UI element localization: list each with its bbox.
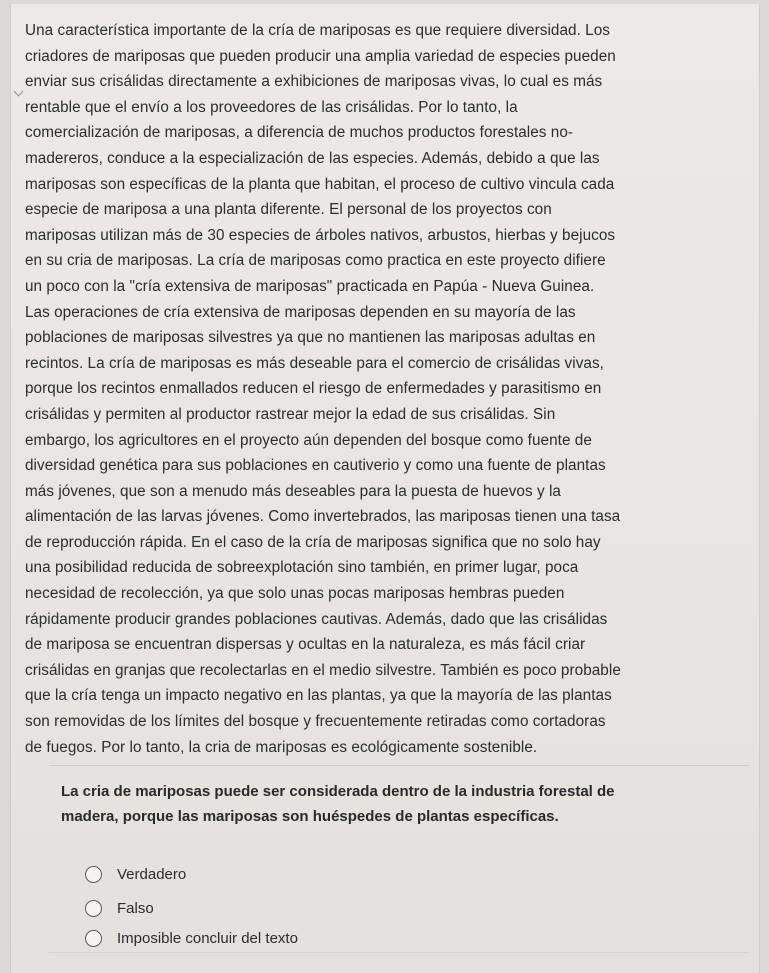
passage-line: de reproducción rápida. En el caso de la cría de mariposas significa que no solo hay (25, 533, 601, 551)
passage-line: Las operaciones de cría extensiva de mariposas dependen en su mayoría de las (25, 303, 576, 321)
radio-button[interactable] (85, 866, 102, 883)
passage-line: rápidamente producir grandes poblaciones cautivas. Además, dado que las crisálidas (25, 610, 608, 628)
passage-line: son removidas de los límites del bosque y frecuentemente retiradas como cortadoras (25, 713, 606, 731)
passage-line: crisálidas en granjas que recolectarlas en el medio silvestre. También es poco probable (25, 661, 621, 679)
passage-line: criadores de mariposas que pueden producir una amplia variedad de especies pueden (25, 47, 616, 65)
reading-passage (25, 18, 747, 760)
passage-line: más jóvenes, que son a menudo más deseables para la puesta de huevos y la (25, 482, 561, 500)
passage-line: una posibilidad reducida de sobreexplotación sino también, en primer lugar, poca (25, 559, 579, 577)
radio-button[interactable] (85, 900, 102, 917)
passage-line: Una característica importante de la cría de mariposas es que requiere diversidad. Los (25, 22, 610, 39)
passage-line: poblaciones de mariposas silvestres ya que no mantienen las mariposas adultas en (25, 329, 596, 347)
option-imposible-concluir[interactable] (85, 930, 298, 947)
bottom-divider (49, 952, 749, 953)
question-line: La cria de mariposas puede ser considerada dentro de la industria forestal de (61, 783, 615, 800)
question-prompt (61, 779, 741, 829)
passage-line: rentable que el envío a los proveedores de las crisálidas. Por lo tanto, la (25, 98, 518, 116)
passage-line: alimentación de las larvas jóvenes. Como invertebrados, las mariposas tienen una tasa (25, 508, 621, 526)
passage-line: mariposas son específicas de la planta que habitan, el proceso de cultivo vincula cada (25, 175, 615, 193)
option-label: Imposible concluir del texto (117, 930, 298, 947)
passage-line: de fuegos. Por lo tanto, la cria de mariposas es ecológicamente sostenible. (25, 738, 538, 756)
passage-line: enviar sus crisálidas directamente a exhibiciones de mariposas vivas, lo cual es más (25, 73, 603, 91)
document-page (10, 4, 760, 973)
passage-line: porque los recintos enmallados reducen el riesgo de enfermedades y parasitismo en (25, 380, 602, 398)
passage-line: que la cría tenga un impacto negativo en las plantas, ya que la mayoría de las plantas (25, 687, 612, 705)
radio-button[interactable] (85, 930, 102, 947)
question-line: madera, porque las mariposas son huéspedes de plantas específicas. (61, 808, 559, 825)
passage-line: embargo, los agricultores en el proyecto aún dependen del bosque como fuente de (25, 431, 592, 449)
passage-line: en su cria de mariposas. La cría de mariposas como practica en este proyecto difiere (25, 252, 606, 270)
option-verdadero[interactable] (85, 866, 186, 883)
passage-line: comercialización de mariposas, a diferencia de muchos productos forestales no- (25, 124, 574, 142)
passage-line: madereros, conduce a la especialización de las especies. Además, debido a que las (25, 149, 600, 167)
option-label: Falso (117, 900, 154, 917)
passage-line: de mariposa se encuentran dispersas y ocultas en la naturaleza, es más fácil criar (25, 636, 586, 654)
passage-line: recintos. La cría de mariposas es más deseable para el comercio de crisálidas vivas, (25, 354, 604, 372)
passage-line: un poco con la "cría extensiva de mariposas" practicada en Papúa - Nueva Guinea. (25, 277, 595, 295)
option-falso[interactable] (85, 900, 154, 917)
passage-line: diversidad genética para sus poblaciones en cautiverio y como una fuente de plantas (25, 457, 606, 475)
passage-line: crisálidas y permiten al productor rastrear mejor la edad de sus crisálidas. Sin (25, 405, 556, 423)
option-label: Verdadero (117, 866, 187, 883)
section-divider (49, 765, 749, 766)
passage-line: especie de mariposa a una planta diferente. El personal de los proyectos con (25, 201, 552, 219)
chevron-left-icon (14, 87, 24, 97)
passage-line: mariposas utilizan más de 30 especies de árboles nativos, arbustos, hierbas y bejucos (25, 226, 616, 244)
passage-line: necesidad de recolección, ya que solo unas pocas mariposas hembras pueden (25, 585, 565, 603)
